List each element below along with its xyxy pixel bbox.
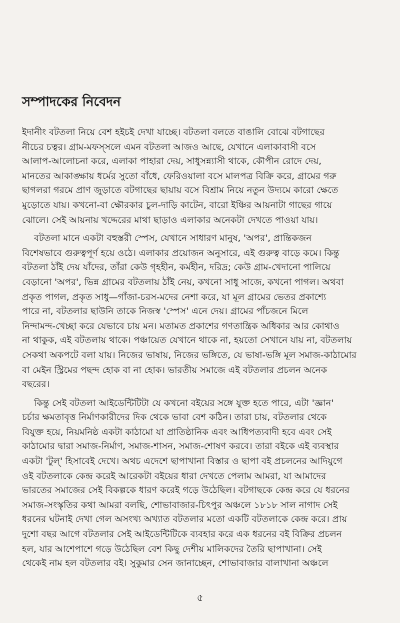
text-line: বটতলা ঠাঁই দেয় যাঁদের, তাঁরা কেউ গৃহহীন, কর্মহীন, দরিদ্র; কেউ গ্রাম-খেদানো পালিয়ে (22, 263, 331, 274)
text-line: বা মেইন স্ট্রিমের পছন্দ হোক বা না হোক। ভারতীয় সমাজে এই বটতলার প্রচলন অনেক (22, 365, 328, 376)
text-line: বিশেষভাবে গুরুত্বপূর্ণ হয়ে ওঠে। এলাকার প্রয়োজন অনুসারে, এই গুরুত্ব বাড়ে কমে। কিন্তু (22, 248, 340, 259)
text-line: মুড়োতে যায়। কখনো-বা ক্ষৌরকার চুল-দাড়ি কাটেন, বারো ইঞ্চির আয়নাটা গাছের গায়ে (22, 200, 333, 211)
text-line: থেকেই নাম হল বটতলার বই। সুকুমার সেন জানাচ্ছেন, শোভাবাজার বালাখানা অঞ্চলে (22, 559, 329, 570)
paragraph-3 (22, 397, 384, 572)
text-line: ছাগলরা গরমে প্রাণ জুড়াতে বটগাছের ছায়ায় বসে বিশ্রাম নিয়ে নতুন উদ্যমে কারো ক্ষেতে (22, 186, 339, 197)
text-line: হল, যার আশেপাশে গড়ে উঠেছিল বেশ কিছু দেশীয় মালিকদের তৈরি ছাপাখানা। সেই (22, 544, 322, 555)
text-line: মানতের আকাঙ্ক্ষায় ধর্মের সুতো বাঁধে, ফেরিওয়ালা বসে মালপত্র বিক্রি করে, গ্রামের গরু (22, 171, 337, 182)
body-text (22, 126, 384, 572)
text-line: কিন্তু সেই বটতলা আইডেন্টিটিটা যে কখনো বইয়ের সঙ্গে যুক্ত হতে পারে, এটা 'জ্ঞান' (34, 398, 334, 409)
text-line: ধরনের ঘটনাই দেখা গেল অসংখ্য অখ্যাত বটতলার মতো একটি বটতলাকে কেন্দ্র করে। প্রায় (22, 515, 348, 526)
text-line: বেড়ানো 'অপর', ভিন্ন গ্রামের বটতলায় ঠাঁই নেয়, কখনো সাধু সাজে, কখনো পাগল। অথবা (22, 277, 344, 288)
text-line: দুশো বছর আগে বটতলার সেই আইডেন্টিটিকে ব্যবহার করে এক ধরনের বই বিক্রির প্রচলন (22, 530, 342, 541)
text-line: বছরের। (22, 380, 50, 391)
text-line: নীচের চত্বর। গ্রাম-মফস্সলে এমন বটতলা আজও আছে, যেখানে এলাকাবাসী বসে (22, 142, 316, 153)
text-line: পারে না, বটতলার ছাউনি তাকে নিজস্ব 'স্পেস' এনে দেয়। গ্রামের পাঁচজনে মিলে (22, 307, 309, 318)
text-line: ওই বটতলাকে কেন্দ্র করেই আরেকটা বইয়ের ধারা দেখতে পেলাম আমরা, যা আমাদের (22, 471, 327, 482)
text-line: সমাজ-সংস্কৃতির কথা আমরা বলছি, শোভাবাজার-চিৎপুর অঞ্চলে ১৮১৮ সাল নাগাদ সেই (22, 500, 338, 511)
text-line: বটতলা মানে একটা বহুস্তরী স্পেস, যেখানে সাধারণ মানুষ, 'অপর', প্রান্তিকজন (34, 234, 312, 245)
paragraph-1 (22, 126, 384, 228)
text-line: বিযুক্ত হয়ে, নিয়মনিষ্ঠ একটা কাঠামো যা প্রাতিষ্ঠানিক এবং আধিপত্যবাদী হবে এবং সেই (22, 427, 332, 438)
text-line: ইদানীং বটতলা নিয়ে বেশ হইচই দেখা যাচ্ছে। বটতলা বলতে বাঙালি বোঝে বটগাছের (22, 128, 325, 138)
text-line: ঝোলে। সেই আয়নায় খদ্দেরের মাথা ছাড়াও এলাকার অনেকটা দেখতে পাওয়া যায়। (22, 215, 318, 226)
text-line: চর্চার ক্ষমতাবৃত্ত নির্মাণকারীদের দিক থেকে ভাবা বেশ কঠিন। তারা চায়, বটতলার থেকে (22, 413, 327, 424)
section-heading: সম্পাদকের নিবেদন (22, 95, 121, 110)
text-line: নিন্দামন্দ-খেচ্ছা করে যেভাবে চায় মন। মতামত প্রকাশের গণতান্ত্রিক অধিকার আর কোথাও (22, 321, 340, 332)
text-line: কাঠামোর দ্বারা সমাজ-নির্মাণ, সমাজ-শাসন, সমাজ-শোষণ করবে। তারা বইকে এই ব্যবস্থার (22, 442, 339, 453)
paragraph-2 (22, 232, 384, 393)
text-line: আলাপ-আলোচনা করে, এলাকা পাহারা দেয়, সাধুসন্ন্যাসী থাকে, কৌপীন রোদে দেয়, (22, 157, 322, 168)
text-line: না থাকুক, এই বটতলায় থাকে। পঞ্চায়েত যেখানে থাকে না, হয়তো সেখানে যায় না, বটতলায় (22, 336, 352, 347)
text-line: ভারতের সমাজের সেই বিকল্পকে ধারণ করেই গড়ে উঠেছিল। বটগাছকে কেন্দ্র করে যে ধরনের (22, 486, 350, 497)
page-number: ৫ (196, 593, 204, 604)
text-line: সেকথা অকপটে বলা যায়। নিজের ভাষায়, নিজের ভঙ্গিতে, যে ভাষা-ভঙ্গি মূল সমাজ-কাঠামোর (22, 350, 357, 361)
text-line: প্রকৃত পাগল, প্রকৃত সাধু—গাঁজা-চরস-মদের নেশা করে, যা মূল গ্রামের ভেতর প্রকাশ্যে (22, 292, 327, 303)
text-line: একটা 'টুল্' হিসাবেই দেখে। অথচ এদেশে ছাপাখানা বিস্তার ও ছাপা বই প্রচলনের আদিযুগে (22, 457, 343, 468)
